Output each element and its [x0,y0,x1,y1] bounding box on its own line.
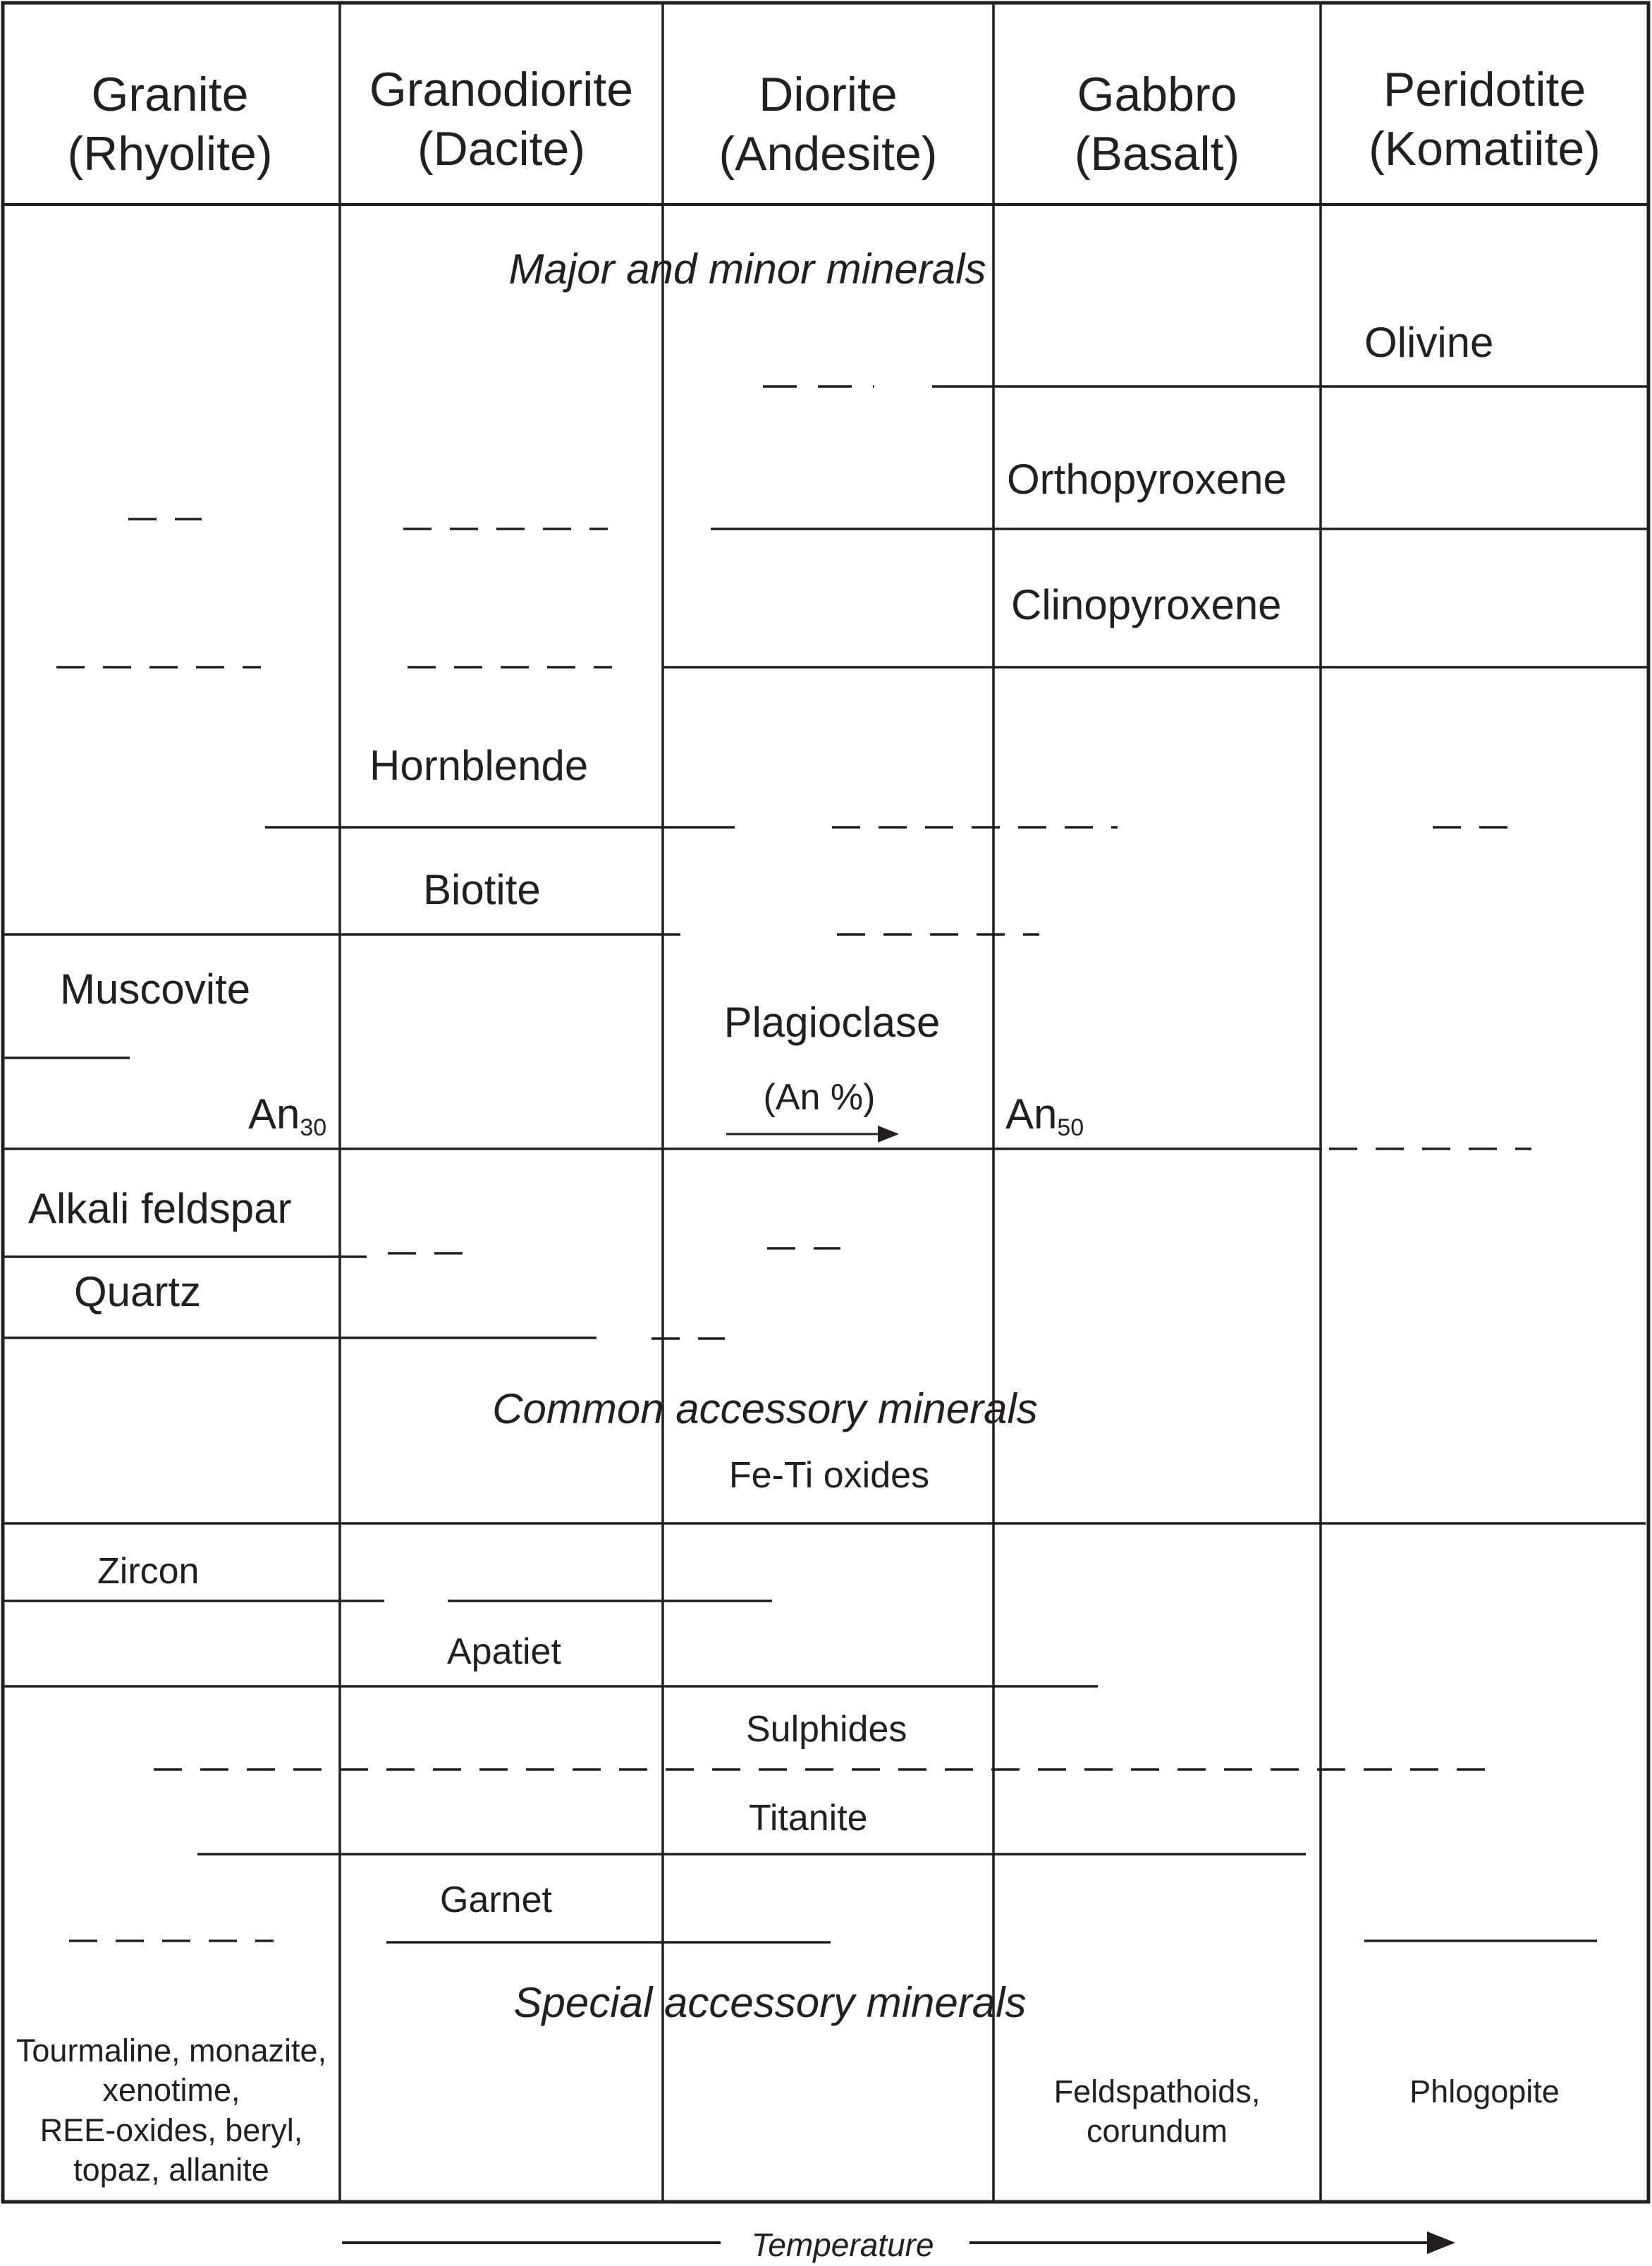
an50-label [1005,1090,1084,1142]
column-header-granite [0,65,340,184]
plagioclase-an-percent-label: (An %) [763,1077,876,1118]
special-list-item: Tourmaline, monazite, [16,2033,327,2069]
mineral-label-apatite: Apatiet [447,1631,561,1672]
special-list-granite [3,2031,340,2190]
column-name: Gabbro [1077,68,1237,121]
mineral-label-quartz: Quartz [74,1268,202,1315]
special-list-item: Feldspathoids, [1053,2073,1261,2109]
section-title-major: Major and minor minerals [508,245,986,293]
special-list-item: corundum [1086,2113,1228,2150]
mineral-label-biotite: Biotite [423,866,541,913]
mineral-label-alkali-feldspar: Alkali feldspar [28,1185,292,1232]
an30-base: An [248,1090,300,1138]
mineral-label-fe-ti-oxides: Fe-Ti oxides [728,1455,930,1496]
temperature-axis-label: Temperature [751,2227,934,2263]
special-list-item: Phlogopite [1409,2073,1560,2109]
column-name: Granodiorite [369,63,634,116]
mineral-label-hornblende: Hornblende [369,742,589,789]
mineral-label-plagioclase: Plagioclase [723,999,941,1046]
special-list-item: topaz, allanite [73,2151,269,2188]
special-list-gabbro [993,2072,1321,2152]
mineral-label-olivine: Olivine [1364,319,1494,366]
column-header-granodiorite [340,60,663,179]
mineral-label-muscovite: Muscovite [60,966,251,1013]
mineral-label-garnet: Garnet [440,1880,552,1920]
mineral-label-sulphides: Sulphides [746,1709,907,1750]
section-title-special: Special accessory minerals [513,1979,1027,2026]
special-list-item: REE-oxides, beryl, [39,2112,303,2148]
column-volcanic-equivalent: (Rhyolite) [67,127,273,181]
column-name: Granite [91,68,249,121]
an30-subscript: 30 [300,1114,327,1142]
section-title-common: Common accessory minerals [492,1385,1038,1432]
column-volcanic-equivalent: (Basalt) [1074,127,1240,181]
mineral-label-clinopyroxene: Clinopyroxene [1011,581,1282,628]
special-list-item: xenotime, [102,2072,240,2109]
column-name: Peridotite [1383,63,1586,116]
mineral-label-zircon: Zircon [97,1551,200,1592]
an50-subscript: 50 [1057,1114,1084,1142]
column-volcanic-equivalent: (Komatiite) [1369,122,1601,176]
mineral-label-orthopyroxene: Orthopyroxene [1007,456,1287,503]
column-volcanic-equivalent: (Andesite) [718,127,938,181]
column-volcanic-equivalent: (Dacite) [417,122,586,176]
column-header-diorite [663,65,993,184]
an50-base: An [1005,1090,1058,1138]
an30-label [248,1090,327,1142]
special-list-peridotite [1321,2072,1648,2112]
column-header-peridotite [1321,60,1648,179]
column-header-gabbro [993,65,1321,184]
column-name: Diorite [759,68,898,121]
mineral-label-titanite: Titanite [749,1798,868,1839]
